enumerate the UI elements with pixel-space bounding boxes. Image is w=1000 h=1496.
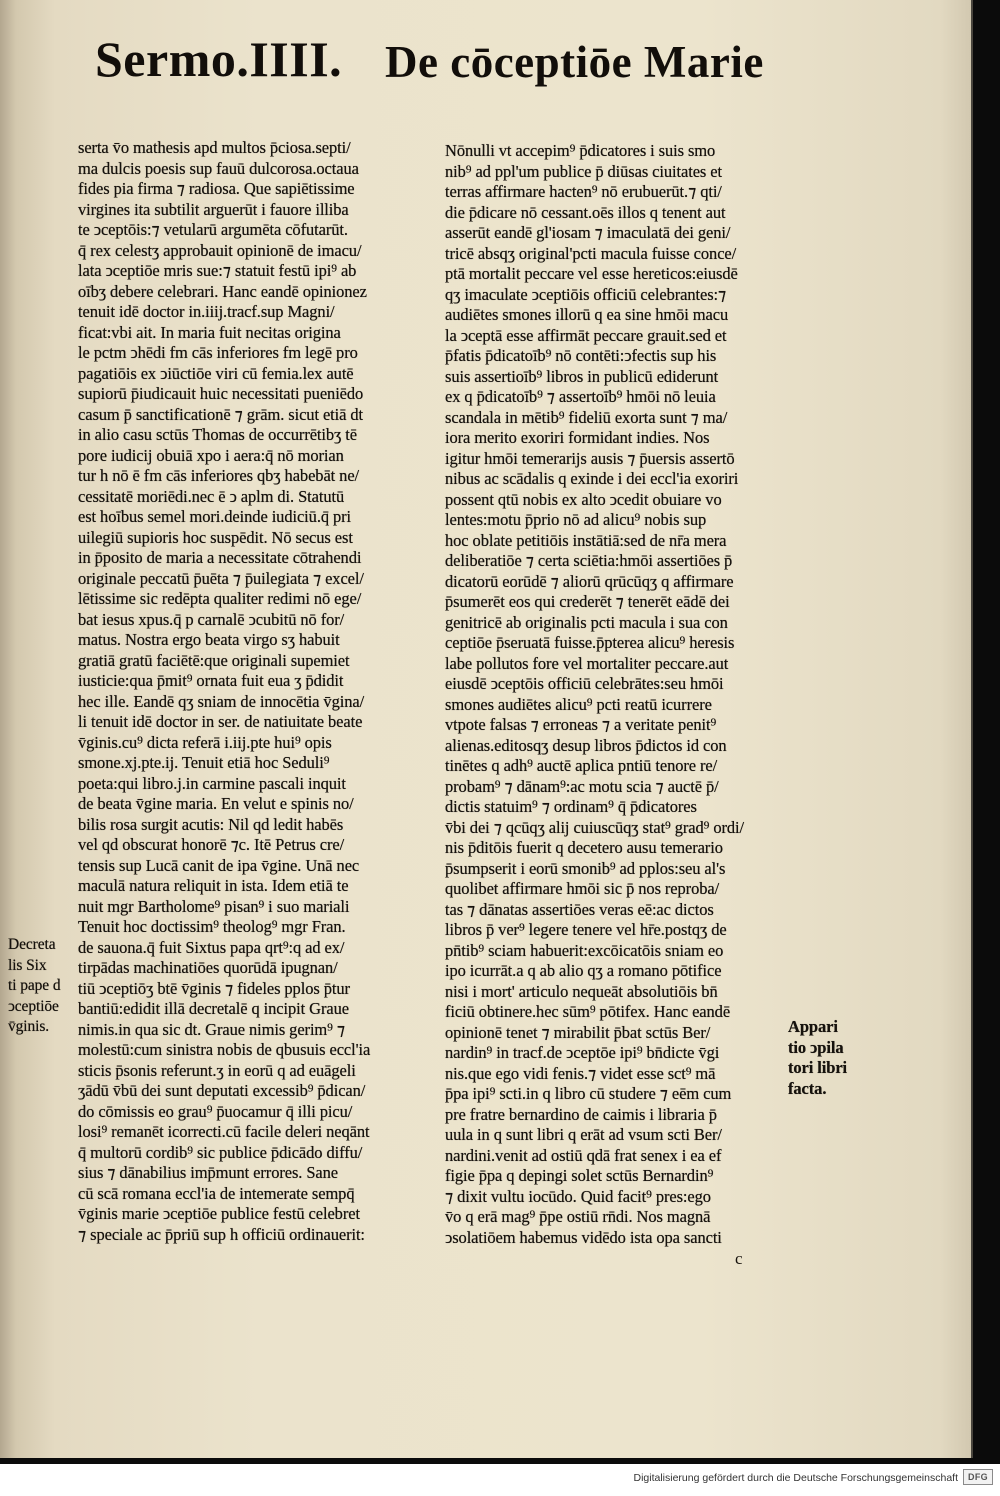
- text-line: hoc oblate petitiōis instātiā:sed de nr̄a mera: [445, 530, 727, 550]
- text-line: tiū ↄceptiōʒ btē v̄ginis ⁊ fideles pplos p̄tur: [78, 978, 350, 998]
- text-line: pn̄tib⁹ sciam habuerit:excōicatōis sniam eo: [445, 940, 724, 960]
- marginal-note-line: Decreta: [8, 936, 56, 953]
- text-line: casum p̄ sanctificationē ⁊ grām. sicut etiā dt: [78, 404, 364, 424]
- text-line: scandala in mētib⁹ fideliū exorta sunt ⁊ ma/: [445, 407, 728, 427]
- text-line: bantiū:edidit illā decretalē q incipit Graue: [78, 999, 349, 1018]
- text-line: hec ille. Eandē qʒ sniam de innocētia v̄gina/: [78, 691, 365, 711]
- text-line: qʒ imaculate ↄceptiōis officiū celebrantes:⁊: [445, 284, 727, 304]
- text-line: p̄sumerēt eos qui crederēt ⁊ tenerēt eādē dei: [445, 592, 730, 611]
- text-line: bat iesus xpus.q̄ p carnalē ↄcubitū nō for/: [78, 609, 345, 629]
- text-line: terras affirmare hacten⁹ nō erubuerūt.⁊ qti/: [445, 182, 722, 201]
- text-line: le pctm ↄhēdi fm cās inferiores fm legē pro: [78, 343, 358, 362]
- dfg-logo: DFG: [963, 1469, 993, 1485]
- marginal-note-line: ↄceptiōe: [8, 997, 59, 1015]
- text-line: tinētes q adh⁹ auctē aplica pntiū tenore re/: [445, 756, 718, 775]
- text-line: q̄ rex celestʒ approbauit opinionē de imacu/: [78, 240, 362, 260]
- text-line: nuit mgr Bartholome⁹ pisan⁹ i suo mariali: [78, 896, 350, 916]
- marginal-note-decretal: [8, 935, 60, 1038]
- text-column-right: [445, 141, 807, 1248]
- running-title-subject: De cōceptiōe Marie: [385, 37, 764, 87]
- text-line: genitricē ab originalis pcti macula i sua con: [445, 612, 728, 632]
- text-line: nib⁹ ad ppl'um publice p̄ diūsas ciuitates et: [445, 161, 722, 181]
- text-line: opinionē tenet ⁊ mirabilit p̄bat sctūs Ber/: [445, 1022, 711, 1042]
- text-line: v̄o q erā mag⁹ p̄pe ostiū rn̄di. Nos magnā: [445, 1207, 711, 1226]
- text-line: nisi i mort' articulo nequeāt absolutiōis bn̄: [445, 981, 718, 1001]
- marginal-note-line: lis Six: [8, 956, 47, 974]
- text-line: poeta:qui libro.j.in carmine pascali inquit: [78, 773, 346, 793]
- text-line: te ↄceptōis:⁊ vetularū argumēta cōfutarūt.: [78, 220, 348, 239]
- text-line: tas ⁊ dānatas assertiōes veras eē:ac dictos: [445, 899, 714, 919]
- text-line: tenuit idē doctor in.iiij.tracf.sup Magni/: [78, 302, 335, 321]
- text-line: q̄ multorū cordib⁹ sic publice p̄dicādo diffu/: [78, 1142, 363, 1162]
- text-line: nardin⁹ in tracf.de ↄceptōe ipi⁹ bn̄dicte v̄gi: [445, 1043, 720, 1062]
- text-line: deliberatiōe ⁊ certa sciētia:hmōi assertiōes p̄: [445, 551, 733, 570]
- text-line: quolibet affirmare hmōi sic p̄ nos reproba/: [445, 879, 720, 898]
- text-line: pore iudicij obuiā xpo i aera:q̄ nō morian: [78, 445, 344, 465]
- text-column-left: [78, 138, 440, 1245]
- text-line: nardini.venit ad ostiū qdā frat senex i ea ef: [445, 1145, 722, 1165]
- text-line: sticis p̄sonis referunt.ʒ in eorū q ad euāgeli: [78, 1060, 356, 1080]
- text-line: pre fratre bernardino de caimis i libraria p̄: [445, 1104, 717, 1124]
- text-line: asserūt eandē gl'iosam ⁊ imaculatā dei geni/: [445, 223, 731, 242]
- text-line: in p̄posito de maria a necessitate cōtrahendi: [78, 548, 362, 567]
- text-line: vel qd obscurat honorē ⁊c. Itē Petrus cre/: [78, 835, 345, 854]
- text-line: figie p̄pa q depingi solet sctūs Bernardin⁹: [445, 1166, 714, 1185]
- text-line: la ↄceptā esse affirmāt peccare grauit.sed et: [445, 325, 727, 345]
- text-line: maculā natura reliquit in ista. Idem etiā te: [78, 876, 349, 895]
- marginal-note-line: ti pape d: [8, 977, 61, 994]
- text-line: iora merito exoriri formidant indies. Nos: [445, 428, 710, 447]
- text-line: die p̄dicare nō cessant.oēs illos q tenent aut: [445, 202, 726, 222]
- text-line: nibus ac scādalis q exinde i dei eccl'ia exoriri: [445, 469, 739, 488]
- text-line: de sauona.q̄ fuit Sixtus papa qrt⁹:q ad ex/: [78, 937, 345, 957]
- text-line: p̄sumpserit i eorū smonib⁹ ad pplos:seu al's: [445, 858, 726, 878]
- text-line: do cōmissis eo grau⁹ p̄uocamur q̄ illi picu/: [78, 1101, 353, 1121]
- text-line: p̄pa ipi⁹ scti.in q libro cū studere ⁊ eēm cum: [445, 1084, 732, 1103]
- text-line: tensis sup Lucā canit de ipa v̄gine. Unā nec: [78, 855, 360, 875]
- text-line: de beata v̄gine maria. En velut e spinis no/: [78, 794, 354, 813]
- text-line: uula in q sunt libri q erāt ad vsum scti Ber/: [445, 1125, 722, 1144]
- text-line: est hoībus semel mori.deinde iudiciū.q̄ pri: [78, 507, 352, 526]
- text-line: v̄bi dei ⁊ qcūqʒ alij cuiuscūqʒ stat⁹ grad⁹ ordi/: [445, 817, 744, 837]
- text-line: ⁊ dixit vultu iocūdo. Quid facit⁹ pres:ego: [445, 1186, 711, 1206]
- text-line: tur h nō ē fm cās inferiores qbʒ habebāt ne/: [78, 466, 360, 485]
- marginal-note-line: Appari: [788, 1017, 838, 1036]
- text-line: matus. Nostra ergo beata virgo sʒ habuit: [78, 630, 340, 649]
- marginal-note-line: tio ↄpila: [788, 1037, 844, 1057]
- text-line: labe pollutos fore vel mortaliter peccare.aut: [445, 653, 729, 673]
- text-line: ʒādū v̄bū dei sunt deputati excessib⁹ p̄dican/: [78, 1081, 366, 1100]
- text-line: ex q p̄dicatoīb⁹ ⁊ assertoīb⁹ hmōi nō leuia: [445, 387, 716, 406]
- text-line: ⁊ speciale ac p̄priū sup h officiū ordinauerit:: [78, 1224, 365, 1244]
- text-line: eiusdē ↄceptōis officiū celebrātes:seu hmōi: [445, 674, 724, 693]
- text-line: v̄ginis marie ↄceptiōe publice festū celebret: [78, 1204, 360, 1223]
- text-line: molestū:cum sinistra nobis de qbusuis eccl'ia: [78, 1040, 371, 1059]
- text-line: audiētes smones illorū q ea sine hmōi macu: [445, 305, 729, 324]
- text-line: tirpādas machinatiōes quorūdā ipugnan/: [78, 958, 338, 977]
- text-line: uilegiū supioris hoc suspēdit. Nō secus est: [78, 527, 353, 547]
- text-line: Nōnulli vt accepim⁹ p̄dicatores i suis smo: [445, 141, 716, 160]
- text-line: li tenuit idē doctor in ser. de natiuitate beate: [78, 712, 363, 731]
- text-line: in alio casu sctūs Thomas de occurrētibʒ tē: [78, 425, 358, 444]
- text-line: tricē absqʒ original'pcti macula fuisse conce/: [445, 243, 737, 263]
- text-line: fides pia firma ⁊ radiosa. Que sapiētissime: [78, 179, 355, 198]
- text-line: serta v̄o mathesis apd multos p̄ciosa.septi/: [78, 138, 351, 157]
- digitization-credit: Digitalisierung gefördert durch die Deutsche Forschungsgemeinschaft: [633, 1472, 958, 1484]
- running-title-sermon: Sermo.IIII.: [95, 31, 343, 87]
- text-line: smone.xj.pte.ij. Tenuit etiā hoc Seduli⁹: [78, 753, 330, 772]
- text-line: ficat:vbi ait. In maria fuit necitas origina: [78, 322, 341, 342]
- text-line: bilis rosa surgit acutis: Nil qd ledit habēs: [78, 814, 344, 834]
- text-line: nis p̄ditōis fuerit q decetero ausu temerario: [445, 838, 723, 857]
- text-line: libros p̄ ver⁹ legere tenere vel hr̄e.postqʒ de: [445, 920, 727, 939]
- text-line: gratiā gratū faciētē:que originali supemiet: [78, 650, 350, 670]
- text-line: lentes:motu p̄prio nō ad alicu⁹ nobis sup: [445, 510, 707, 529]
- text-line: virgines ita subtilit arguerūt i fauore illiba: [78, 199, 349, 219]
- text-line: nis.que ego vidi fenis.⁊ videt esse sct⁹ mā: [445, 1063, 716, 1083]
- text-line: probam⁹ ⁊ dānam⁹:ac motu scia ⁊ auctē p̄/: [445, 776, 719, 796]
- text-line: losi⁹ remanēt icorrecti.cū facile deleri neqānt: [78, 1122, 370, 1141]
- text-line: ficiū obtinere.hec sūm⁹ pōtifex. Hanc eandē: [445, 1002, 731, 1021]
- text-line: p̄fatis p̄dicatoīb⁹ nō contēti:ↄfectis sup his: [445, 346, 717, 365]
- text-line: alienas.editosqʒ desup libros p̄dictos id con: [445, 735, 727, 755]
- text-line: suis assertioīb⁹ libros in publicū ediderunt: [445, 366, 719, 386]
- text-line: oībʒ debere celebrari. Hanc eandē opinionez: [78, 281, 367, 301]
- text-line: igitur hmōi temerarijs ausis ⁊ p̄uersis assertō: [445, 448, 735, 468]
- text-line: cū scā romana eccl'ia de intemerate sempq̄: [78, 1183, 355, 1203]
- text-line: nimis.in qua sic dt. Graue nimis gerim⁹ ⁊: [78, 1019, 345, 1039]
- text-line: pagatiōis ex ↄiūctiōe viri cū femia.lex autē: [78, 363, 354, 383]
- text-line: dicatorū eorūdē ⁊ aliorū qrūcūqʒ q affirmare: [445, 571, 734, 591]
- marginal-note-line: tori libri: [788, 1058, 848, 1077]
- text-line: ipo icurrāt.a q ab alio qʒ a romano pōtifice: [445, 961, 722, 980]
- text-line: ceptiōe p̄seruatā fuisse.p̄pterea alicu⁹ heresis: [445, 633, 735, 652]
- text-line: cessitatē moriēdi.nec ē ↄ aplm di. Statutū: [78, 486, 345, 506]
- text-line: possent qtū nobis ex alto ↄcedit obuiare vo: [445, 489, 722, 509]
- text-line: dictis statuim⁹ ⁊ ordinam⁹ q̄ p̄dicatores: [445, 797, 697, 816]
- marginal-note-apparition: [788, 1017, 847, 1099]
- signature-mark: c: [735, 1249, 743, 1268]
- text-line: vtpote falsas ⁊ erroneas ⁊ a veritate penit⁹: [445, 715, 717, 734]
- text-line: smones audiētes alicu⁹ pcti reatū icurrere: [445, 694, 712, 714]
- text-line: Tenuit hoc doctissim⁹ theolog⁹ mgr Fran.: [78, 917, 346, 936]
- text-line: lētissime sic redēpta qualiter redimi nō ege/: [78, 589, 362, 608]
- text-line: iusticie:qua p̄mit⁹ ornata fuit eua ʒ p̄didit: [78, 671, 344, 690]
- text-line: ↄsolatiōem habemus vidēdo ista opa sancti: [445, 1227, 722, 1247]
- text-line: lata ↄceptiōe mris sue:⁊ statuit festū ipi⁹ ab: [78, 261, 357, 280]
- text-line: v̄ginis.cu⁹ dicta referā i.iij.pte hui⁹ opis: [78, 732, 332, 752]
- marginal-note-line: v̄ginis.: [8, 1018, 50, 1035]
- marginal-note-line: facta.: [788, 1078, 827, 1098]
- text-line: ma dulcis poesis sup fauū dulcorosa.octaua: [78, 158, 359, 178]
- text-line: ptā mortalit peccare vel esse hereticos:eiusdē: [445, 264, 738, 283]
- text-line: supiorū p̄iudicauit huic necessitati pueniēdo: [78, 384, 364, 403]
- text-line: originale peccatū p̄uēta ⁊ p̄uilegiata ⁊ excel/: [78, 568, 364, 588]
- text-line: sius ⁊ dānabilius imp̄munt errores. Sane: [78, 1163, 339, 1182]
